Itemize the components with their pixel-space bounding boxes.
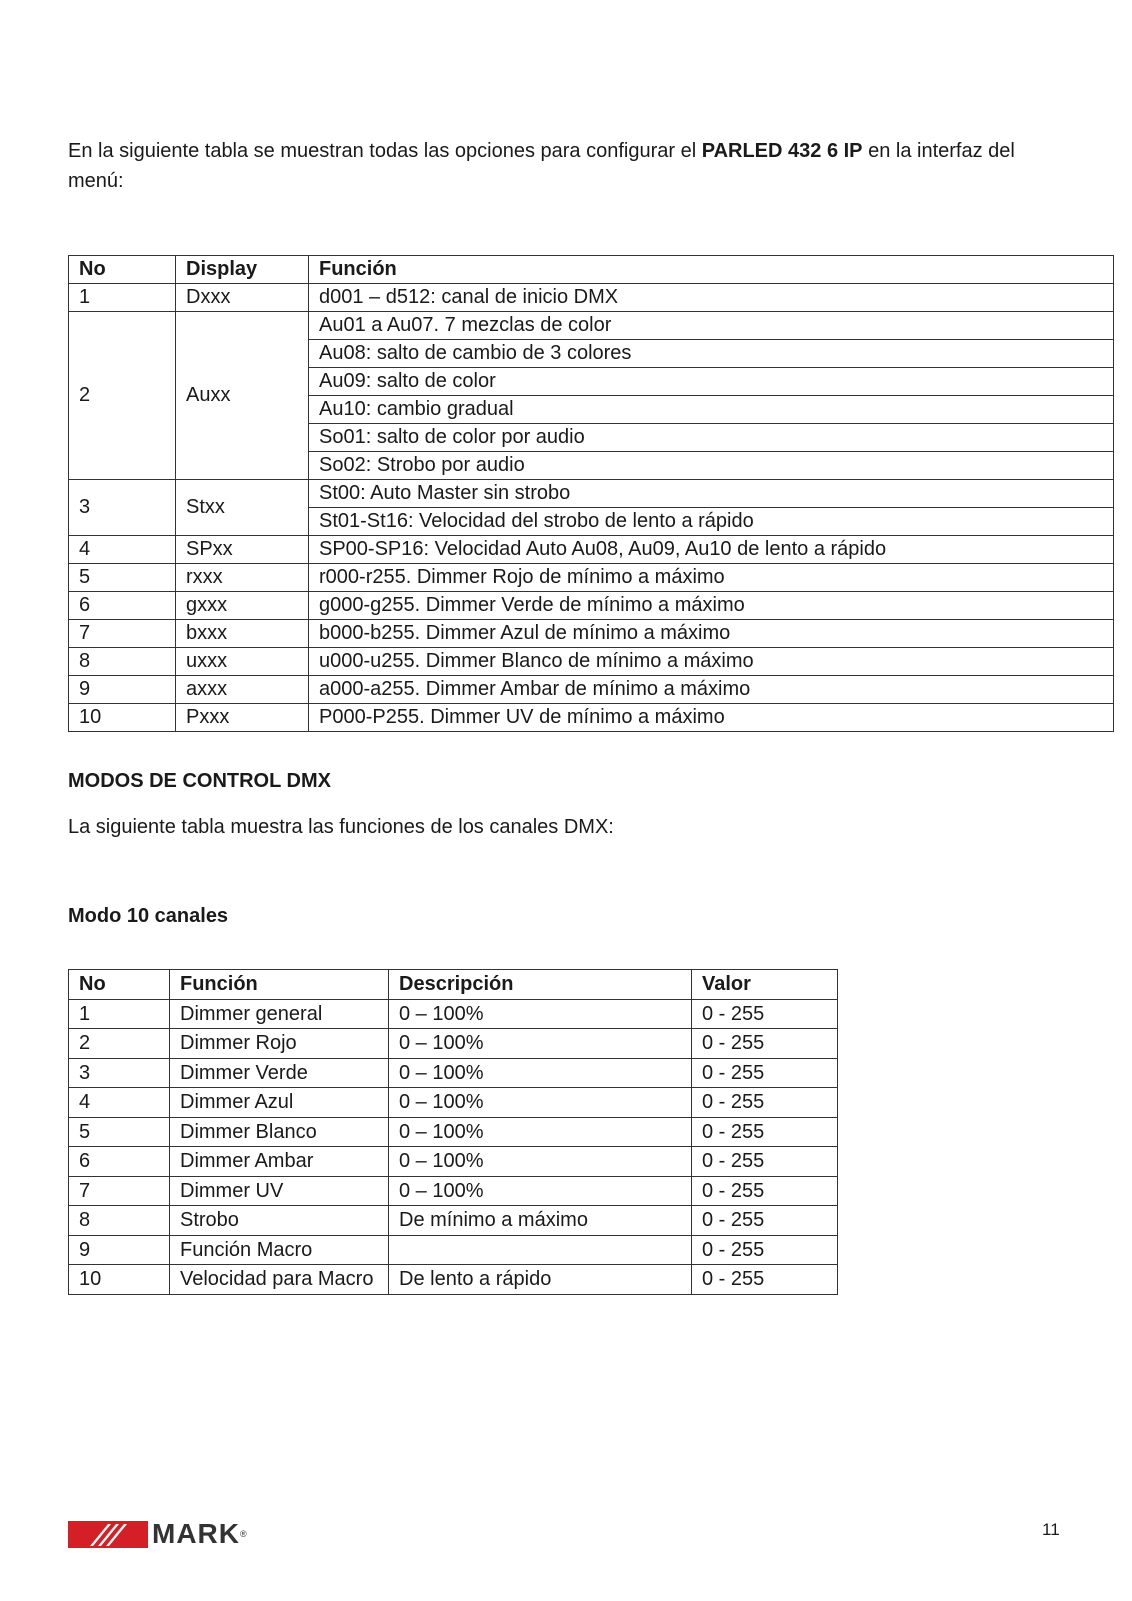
cell-no: 2 [69,1029,170,1059]
cell-funcion: P000-P255. Dimmer UV de mínimo a máximo [309,704,1114,732]
logo-wordmark: MARK [152,1518,240,1549]
cell-display: Auxx [176,312,309,480]
mark-logo [68,1518,247,1550]
cell-no: 4 [69,536,176,564]
cell-funcion: Au10: cambio gradual [309,396,1114,424]
cell-valor: 0 - 255 [692,1176,838,1206]
dmx-table-body [69,999,838,1294]
cell-funcion: Velocidad para Macro [170,1265,389,1295]
table-header-row [69,256,1114,284]
cell-no: 3 [69,480,176,536]
table-row [69,1088,838,1118]
cell-funcion: Dimmer UV [170,1176,389,1206]
cell-funcion: St01-St16: Velocidad del strobo de lento a rápido [309,508,1114,536]
table-row [69,1235,838,1265]
cell-no: 6 [69,592,176,620]
cell-display: bxxx [176,620,309,648]
cell-display: gxxx [176,592,309,620]
intro-text-after: en la interfaz del menú: [68,140,1015,192]
table-row [69,1029,838,1059]
table-row [69,1117,838,1147]
cell-funcion: Au09: salto de color [309,368,1114,396]
cell-funcion: d001 – d512: canal de inicio DMX [309,284,1114,312]
cell-funcion: Dimmer Azul [170,1088,389,1118]
cell-funcion: b000-b255. Dimmer Azul de mínimo a máximo [309,620,1114,648]
logo-registered-mark: ® [240,1529,247,1539]
cell-no: 5 [69,1117,170,1147]
cell-no: 7 [69,620,176,648]
cell-no: 7 [69,1176,170,1206]
table-row [69,704,1114,732]
cell-display: rxxx [176,564,309,592]
cell-descripcion: 0 – 100% [389,1088,692,1118]
cell-valor: 0 - 255 [692,1117,838,1147]
cell-display: axxx [176,676,309,704]
cell-no: 1 [69,999,170,1029]
table-row [69,564,1114,592]
page-number: 11 [1042,1520,1060,1539]
cell-valor: 0 - 255 [692,1088,838,1118]
table-row [69,536,1114,564]
cell-no: 1 [69,284,176,312]
cell-valor: 0 - 255 [692,1235,838,1265]
table-row [69,1265,838,1295]
header-no: No [69,970,170,1000]
cell-funcion: So02: Strobo por audio [309,452,1114,480]
cell-descripcion: 0 – 100% [389,1029,692,1059]
cell-valor: 0 - 255 [692,999,838,1029]
cell-funcion: Au01 a Au07. 7 mezclas de color [309,312,1114,340]
cell-no: 10 [69,1265,170,1295]
mark-logo-mark [68,1521,148,1548]
cell-funcion: Au08: salto de cambio de 3 colores [309,340,1114,368]
cell-display: Dxxx [176,284,309,312]
cell-funcion: Dimmer Verde [170,1058,389,1088]
section-heading: MODOS DE CONTROL DMX [68,770,331,792]
table-row [69,1206,838,1236]
dmx-channels-table [68,969,838,1295]
cell-valor: 0 - 255 [692,1029,838,1059]
cell-funcion: SP00-SP16: Velocidad Auto Au08, Au09, Au10 de lento a rápido [309,536,1114,564]
table-row [69,676,1114,704]
table-row [69,648,1114,676]
cell-valor: 0 - 255 [692,1058,838,1088]
intro-paragraph [68,136,1058,196]
cell-valor: 0 - 255 [692,1147,838,1177]
cell-funcion: r000-r255. Dimmer Rojo de mínimo a máximo [309,564,1114,592]
cell-no: 9 [69,1235,170,1265]
menu-table-body [69,284,1114,732]
cell-no: 8 [69,1206,170,1236]
cell-descripcion: 0 – 100% [389,1176,692,1206]
cell-funcion: Strobo [170,1206,389,1236]
cell-funcion: Dimmer Rojo [170,1029,389,1059]
header-descripcion: Descripción [389,970,692,1000]
cell-no: 5 [69,564,176,592]
cell-descripcion: De lento a rápido [389,1265,692,1295]
cell-funcion: a000-a255. Dimmer Ambar de mínimo a máximo [309,676,1114,704]
cell-display: SPxx [176,536,309,564]
intro-text-before: En la siguiente tabla se muestran todas las opciones para configurar el [68,140,702,162]
table-row [69,284,1114,312]
menu-options-table [68,255,1114,732]
cell-no: 4 [69,1088,170,1118]
table-row [69,480,1114,508]
product-name: PARLED 432 6 IP [701,140,863,162]
cell-descripcion: 0 – 100% [389,1117,692,1147]
cell-funcion: g000-g255. Dimmer Verde de mínimo a máximo [309,592,1114,620]
cell-funcion: Función Macro [170,1235,389,1265]
mark-stripes-icon [68,1521,148,1548]
table-row [69,312,1114,340]
cell-descripcion [389,1235,692,1265]
header-valor: Valor [692,970,838,1000]
table-row [69,1176,838,1206]
cell-descripcion: De mínimo a máximo [389,1206,692,1236]
cell-descripcion: 0 – 100% [389,1147,692,1177]
cell-valor: 0 - 255 [692,1265,838,1295]
header-display: Display [176,256,309,284]
cell-display: Pxxx [176,704,309,732]
header-funcion: Función [170,970,389,1000]
section-paragraph: La siguiente tabla muestra las funciones de los canales DMX: [68,816,614,838]
header-no: No [69,256,176,284]
cell-no: 8 [69,648,176,676]
cell-funcion: So01: salto de color por audio [309,424,1114,452]
cell-no: 6 [69,1147,170,1177]
cell-funcion: St00: Auto Master sin strobo [309,480,1114,508]
cell-valor: 0 - 255 [692,1206,838,1236]
cell-descripcion: 0 – 100% [389,999,692,1029]
cell-funcion: Dimmer Ambar [170,1147,389,1177]
table-row [69,999,838,1029]
table-row [69,1058,838,1088]
cell-funcion: Dimmer Blanco [170,1117,389,1147]
cell-funcion: Dimmer general [170,999,389,1029]
table-header-row [69,970,838,1000]
table-row [69,592,1114,620]
cell-no: 9 [69,676,176,704]
cell-display: Stxx [176,480,309,536]
cell-display: uxxx [176,648,309,676]
mode-heading: Modo 10 canales [68,905,229,927]
cell-no: 10 [69,704,176,732]
cell-descripcion: 0 – 100% [389,1058,692,1088]
table-row [69,1147,838,1177]
cell-no: 2 [69,312,176,480]
table-row [69,620,1114,648]
cell-funcion: u000-u255. Dimmer Blanco de mínimo a máximo [309,648,1114,676]
cell-no: 3 [69,1058,170,1088]
header-funcion: Función [309,256,1114,284]
